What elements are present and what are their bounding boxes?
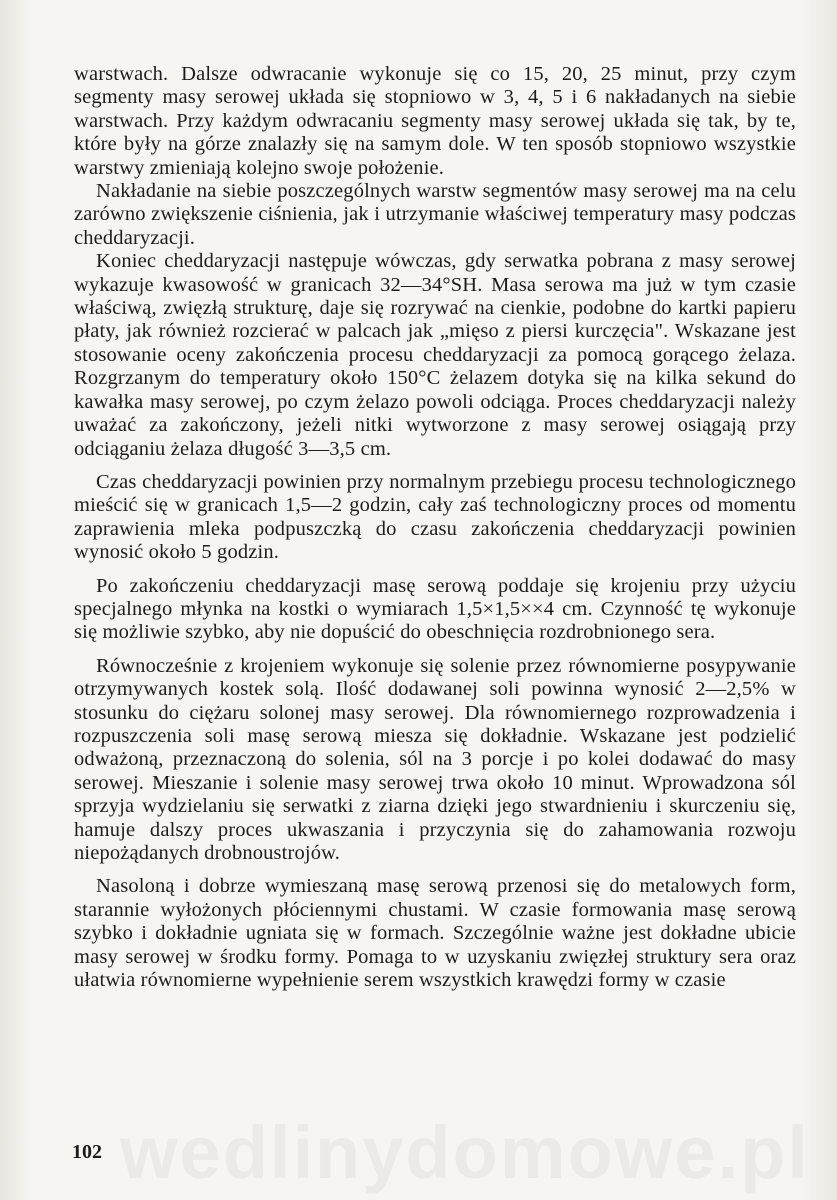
paragraph-molding: Nasoloną i dobrze wymieszaną masę serową przenosi się do metalowych form, starannie wyłożonych płóciennymi chustami. W czasie formowania masę serową szybko i dokładnie ugniata się w formach. Szczególnie ważne jest dokładne ubicie masy serowej w środku formy. Pomaga to w uzyskaniu zwięzłej struktury sera oraz ułatwia równomierne wypełnienie serem wszystkich krawędzi formy w czasie [74, 875, 796, 992]
paragraph-salting: Równocześnie z krojeniem wykonuje się solenie przez równomierne posypywanie otrzymywanych kostek solą. Ilość dodawanej soli powinna wynosić 2—2,5% w stosunku do ciężaru solonej masy serowej. Dla równomiernego rozprowadzenia i rozpuszczenia soli masę serową miesza się dokładnie. Wskazane jest podzielić odważoną, przeznaczoną do solenia, sól na 3 porcje i po kolei dodawać do masy serowej. Mieszanie i solenie masy serowej trwa około 10 minut. Wprowadzona sól sprzyja wydzielaniu się serwatki z ziarna dzięki jego stwardnieniu i skurczeniu się, hamuje dalszy proces ukwaszania i przyczynia się do zahamowania rozwoju niepożądanych drobnoustrojów. [74, 654, 796, 864]
paragraph-cutting: Po zakończeniu cheddaryzacji masę serową poddaje się krojeniu przy użyciu specjalnego młynka na kostki o wymiarach 1,5×1,5××4 cm. Czynność tę wykonuje się możliwie szybko, aby nie dopuścić do obeschnięcia rozdrobnionego sera. [74, 574, 796, 644]
paragraph-cheddaring-time: Czas cheddaryzacji powinien przy normalnym przebiegu procesu technologicznego mieścić się w granicach 1,5—2 godzin, cały zaś technologiczny proces od momentu zaprawienia mleka podpuszczką do czasu zakończenia cheddaryzacji powinien wynosić około 5 godzin. [74, 470, 796, 564]
page-number: 102 [72, 1141, 102, 1163]
watermark: wedlinydomowe.pl [120, 1111, 810, 1194]
paragraph-continued: warstwach. Dalsze odwracanie wykonuje się co 15, 20, 25 minut, przy czym segmenty masy serowej układa się stopniowo w 3, 4, 5 i 6 nakładanych na siebie warstwach. Przy każdym odwracaniu segmenty masy serowej układa się tak, by te, które były na górze znalazły się na samym dole. W ten sposób stopniowo wszystkie warstwy zmieniają kolejno swoje położenie. [74, 63, 796, 179]
body-text [74, 63, 796, 992]
paragraph-end-of-cheddaring: Koniec cheddaryzacji następuje wówczas, gdy serwatka pobrana z masy serowej wykazuje kwasowość w granicach 32—34°SH. Masa serowa ma już w tym czasie właściwą, zwięzłą strukturę, daje się rozrywać na cienkie, podobne do kartki papieru płaty, jak również rozcierać w palcach jak „mięso z piersi kurczęcia". Wskazane jest stosowanie oceny zakończenia procesu cheddaryzacji za pomocą gorącego żelaza. Rozgrzanym do temperatury około 150°C żelazem dotyka się na kilka sekund do kawałka masy serowej, po czym żelazo powoli odciąga. Proces cheddaryzacji należy uważać za zakończony, jeżeli nitki wytworzone z masy serowej osiągają przy odciąganiu żelaza długość 3—3,5 cm. [74, 250, 796, 460]
paragraph-layering: Nakładanie na siebie poszczególnych warstw segmentów masy serowej ma na celu zarówno zwiększenie ciśnienia, jak i utrzymanie właściwej temperatury masy podczas cheddaryzacji. [74, 180, 796, 249]
